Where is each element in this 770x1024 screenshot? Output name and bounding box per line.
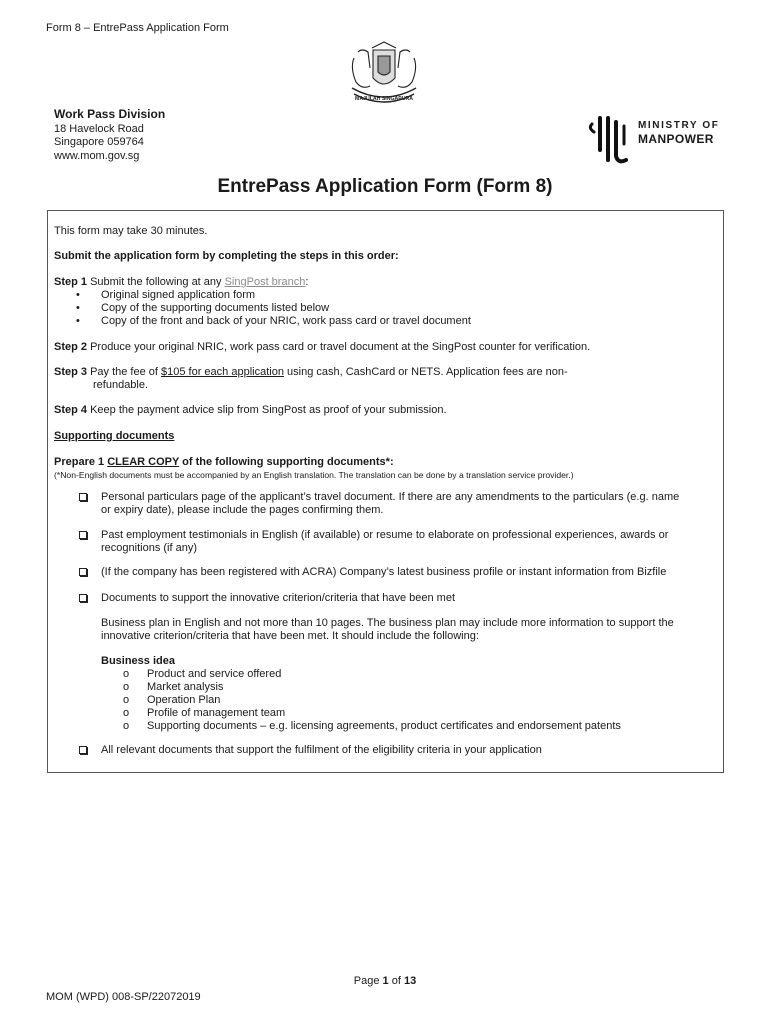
singapore-crest-logo xyxy=(342,38,426,110)
bullet-icon: • xyxy=(76,315,80,327)
business-idea-item: Market analysis xyxy=(147,681,224,693)
step-1-label: Step 1 xyxy=(54,276,88,288)
step-1-item: Original signed application form xyxy=(101,289,256,301)
step-3-text-b: using cash, CashCard or NETS. Application fees are non- xyxy=(283,366,568,378)
translation-note: (*Non-English documents must be accompanied by an English translation. The translation can be done by a translation service provider.) xyxy=(54,470,574,480)
checklist-item-testimonials-cont: recognitions (if any) xyxy=(101,542,197,554)
step-3-text-a: Pay the fee of xyxy=(87,366,162,378)
bullet-icon: • xyxy=(76,302,80,314)
checklist-item-travel-document-cont: or expiry date), please include the pages confirming them. xyxy=(101,504,384,516)
page-of: of xyxy=(388,975,404,987)
address-line-postal: Singapore 059764 xyxy=(54,136,144,148)
business-idea-item: Operation Plan xyxy=(147,694,221,706)
step-2-label: Step 2 xyxy=(54,341,88,353)
division-address xyxy=(54,108,165,163)
step-4 xyxy=(54,404,447,417)
circle-bullet-icon: o xyxy=(123,720,130,732)
checklist-item-business-profile: (If the company has been registered with ACRA) Company’s latest business profile or instant information from Bizfile xyxy=(101,566,667,578)
singpost-branch-link[interactable]: SingPost branch xyxy=(224,276,306,288)
form-code: MOM (WPD) 008-SP/22072019 xyxy=(46,991,201,1003)
duration-note: This form may take 30 minutes. xyxy=(54,225,208,237)
ministry-of-manpower-logo xyxy=(586,110,726,170)
form-header-title: Form 8 – EntrePass Application Form xyxy=(46,22,229,34)
address-line-street: 18 Havelock Road xyxy=(54,122,144,135)
circle-bullet-icon: o xyxy=(123,707,130,719)
business-idea-item: Profile of management team xyxy=(147,707,286,719)
business-idea-heading: Business idea xyxy=(101,655,175,667)
step-1-item: Copy of the front and back of your NRIC, work pass card or travel document xyxy=(101,315,471,327)
page-prefix: Page xyxy=(353,975,383,987)
step-4-text: Keep the payment advice slip from SingPost as proof of your submission. xyxy=(87,404,447,416)
mom-emblem-icon xyxy=(586,110,636,170)
supporting-documents-heading: Supporting documents xyxy=(54,430,175,442)
step-1-item: Copy of the supporting documents listed below xyxy=(101,302,330,314)
step-4-label: Step 4 xyxy=(54,404,88,416)
page-total: 13 xyxy=(403,975,417,987)
step-3 xyxy=(54,366,568,379)
circle-bullet-icon: o xyxy=(123,694,130,706)
logo-text-ministry: MINISTRY OF xyxy=(638,120,720,131)
step-1-text: Submit the following at any xyxy=(87,276,225,288)
step-1 xyxy=(54,276,308,289)
circle-bullet-icon: o xyxy=(123,668,130,680)
website-link[interactable]: www.mom.gov.sg xyxy=(54,149,140,162)
business-plan-text: Business plan in English and not more than 10 pages. The business plan may include more information to support the xyxy=(101,617,674,629)
step-1-colon: : xyxy=(305,276,309,288)
checkbox-icon[interactable] xyxy=(79,531,87,539)
business-idea-item: Supporting documents – e.g. licensing agreements, product certificates and endorsement patents xyxy=(147,720,621,732)
step-2-text: Produce your original NRIC, work pass card or travel document at the SingPost counter for verification. xyxy=(87,341,591,353)
checklist-item-eligibility: All relevant documents that support the fulfilment of the eligibility criteria in your application xyxy=(101,744,542,756)
step-2 xyxy=(54,341,590,354)
clear-copy-text: CLEAR COPY xyxy=(107,456,180,468)
checkbox-icon[interactable] xyxy=(79,493,87,501)
checklist-item-testimonials: Past employment testimonials in English (if available) or resume to elaborate on professional experiences, awards or xyxy=(101,529,669,541)
page-title: EntrePass Application Form (Form 8) xyxy=(217,176,553,197)
checkbox-icon[interactable] xyxy=(79,568,87,576)
checkbox-icon[interactable] xyxy=(79,746,87,754)
step-3-text-c: refundable. xyxy=(93,379,149,391)
checklist-item-innovative-criteria: Documents to support the innovative criterion/criteria that have been met xyxy=(101,592,456,604)
checklist-item-travel-document: Personal particulars page of the applicant’s travel document. If there are any amendments to the particulars (e.g. name xyxy=(101,491,680,503)
step-3-fee: $105 for each application xyxy=(161,366,284,378)
business-idea-item: Product and service offered xyxy=(147,668,282,680)
prepare-instruction xyxy=(54,456,394,469)
step-3-label: Step 3 xyxy=(54,366,88,378)
prepare-text-a: Prepare 1 xyxy=(54,456,108,468)
prepare-text-b: of the following supporting documents*: xyxy=(179,456,394,468)
bullet-icon: • xyxy=(76,289,80,301)
business-plan-text-cont: innovative criterion/criteria that have been met. It should include the following: xyxy=(101,630,479,642)
division-name: Work Pass Division xyxy=(54,107,166,121)
logo-text-manpower: MANPOWER xyxy=(638,132,714,146)
page-current: 1 xyxy=(382,975,389,987)
page-number xyxy=(0,975,770,987)
circle-bullet-icon: o xyxy=(123,681,130,693)
order-heading: Submit the application form by completing the steps in this order: xyxy=(54,250,399,262)
checkbox-icon[interactable] xyxy=(79,594,87,602)
crest-motto: MAJULAH SINGAPURA xyxy=(355,96,413,102)
